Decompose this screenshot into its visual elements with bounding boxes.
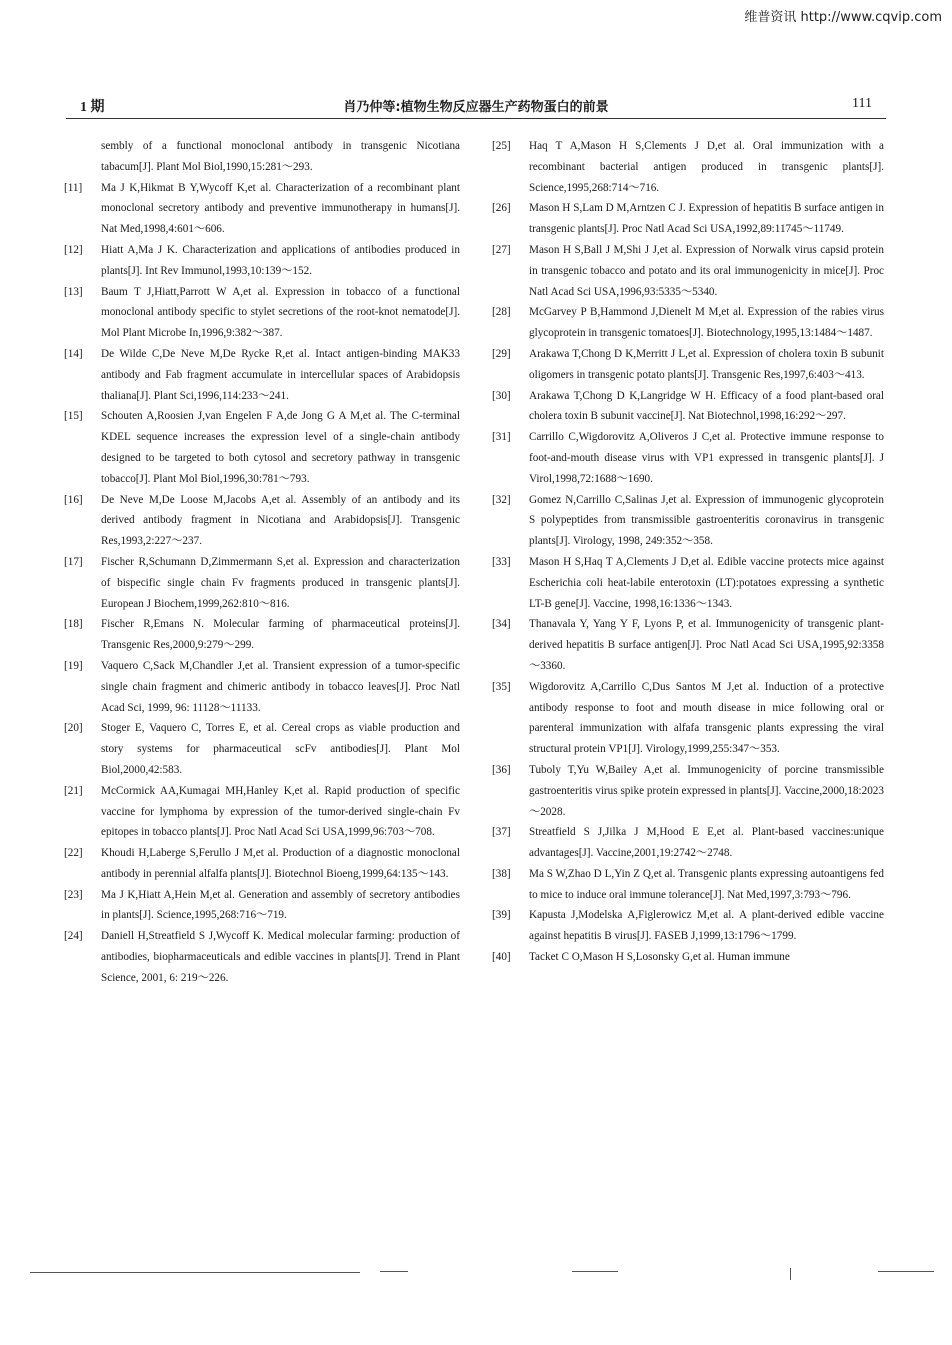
scan-footer-artifacts: [0, 1268, 952, 1288]
reference-number: [22]: [64, 847, 83, 860]
reference-text: Baum T J,Hiatt,Parrott W A,et al. Expression in tobacco of a functional monoclonal antibody specific to stylet secretions of the root-knot nematode[J]. Mol Plant Microbe In,1996,9:382～387.: [101, 285, 460, 340]
reference-number: [14]: [64, 347, 83, 360]
reference-text: De Wilde C,De Neve M,De Rycke R,et al. Intact antigen-binding MAK33 antibody and Fab fragment accumulate in intercellular spaces of Arabidopsis thaliana[J]. Plant Sci,1996,114:233～241.: [101, 347, 460, 402]
reference-number: [23]: [64, 888, 83, 901]
reference-text: Stoger E, Vaquero C, Torres E, et al. Cereal crops as viable production and story systems for pharmaceutical scFv antibodies[J]. Plant Mol Biol,2000,42:583.: [101, 722, 460, 776]
reference-entry: [492, 905, 884, 947]
reference-entry: [64, 490, 460, 552]
reference-text: Schouten A,Roosien J,van Engelen F A,de Jong G A M,et al. The C-terminal KDEL sequence increases the expression level of a single-chain antibody designed to be targeted to both cytosol and secretory pathway in transgenic tobacco[J]. Plant Mol Biol,1996,30:781～793.: [101, 410, 460, 485]
reference-entry: [492, 760, 884, 822]
reference-text: Ma S W,Zhao D L,Yin Z Q,et al. Transgenic plants expressing autoantigens fed to mice to induce oral immune tolerance[J]. Nat Med,1997,3:793～796.: [529, 867, 884, 901]
reference-number: [36]: [492, 763, 511, 776]
references-right-column: [492, 136, 884, 968]
reference-entry: [64, 282, 460, 344]
reference-text: Hiatt A,Ma J K. Characterization and applications of antibodies produced in plants[J]. Int Rev Immunol,1993,10:139～152.: [101, 243, 460, 277]
reference-entry: [492, 677, 884, 760]
reference-text: Haq T A,Mason H S,Clements J D,et al. Oral immunization with a recombinant bacterial antigen produced in transgenic plants[J]. Science,1995,268:714～716.: [529, 140, 884, 194]
reference-text: Gomez N,Carrillo C,Salinas J,et al. Expression of immunogenic glycoprotein S polypeptides from transmissible gastroenteritis coronavirus in transgenic plants[J]. Virology, 1998, 249:352～358.: [529, 493, 884, 548]
reference-text: Mason H S,Lam D M,Arntzen C J. Expression of hepatitis B surface antigen in transgenic plants[J]. Proc Natl Acad Sci USA,1992,89:11745～11749.: [529, 202, 884, 236]
reference-text: Thanavala Y, Yang Y F, Lyons P, et al. Immunogenicity of transgenic plant-derived hepatitis B surface antigen[J]. Proc Natl Acad Sci USA,1995,92:3358～3360.: [529, 618, 884, 672]
reference-entry: [492, 136, 884, 198]
reference-entry: [492, 552, 884, 614]
reference-text: Tuboly T,Yu W,Bailey A,et al. Immunogenicity of porcine transmissible gastroenteritis virus spike protein expressed in plants[J]. Vaccine,2000,18:2023～2028.: [529, 763, 884, 818]
reference-entry: [64, 885, 460, 927]
reference-entry: [64, 718, 460, 780]
reference-text: Daniell H,Streatfield S J,Wycoff K. Medical molecular farming: production of antibodies, biopharmaceuticals and edible vaccines in plants[J]. Trend in Plant Science, 2001, 6: 219～226.: [101, 930, 460, 984]
reference-number: [24]: [64, 930, 83, 943]
reference-entry: [64, 656, 460, 718]
reference-number: [11]: [64, 181, 83, 194]
reference-entry: [492, 614, 884, 676]
reference-entry: [64, 178, 460, 240]
reference-entry: [492, 490, 884, 552]
reference-number: [13]: [64, 285, 83, 298]
reference-text: Arakawa T,Chong D K,Langridge W H. Efficacy of a food plant-based oral cholera toxin B subunit vaccine[J]. Nat Biotechnol,1998,16:292～297.: [529, 389, 884, 423]
reference-number: [20]: [64, 722, 83, 735]
reference-entry: [492, 947, 884, 968]
reference-number: [16]: [64, 493, 83, 506]
reference-number: [32]: [492, 493, 511, 506]
reference-text: Fischer R,Emans N. Molecular farming of pharmaceutical proteins[J]. Transgenic Res,2000,9:279～299.: [101, 618, 460, 652]
reference-number: [37]: [492, 826, 511, 839]
reference-text: Streatfield S J,Jilka J M,Hood E E,et al. Plant-based vaccines:unique advantages[J]. Vaccine,2001,19:2742～2748.: [529, 826, 884, 860]
reference-text: Fischer R,Schumann D,Zimmermann S,et al. Expression and characterization of bispecific single chain Fv fragments produced in transgenic plants[J]. European J Biochem,1999,262:810～816.: [101, 555, 460, 610]
reference-entry: [492, 864, 884, 906]
reference-text: De Neve M,De Loose M,Jacobs A,et al. Assembly of an antibody and its derived antibody fragment in Nicotiana and Arabidopsis[J]. Transgenic Res,1993,2:227～237.: [101, 493, 460, 548]
running-header: [66, 96, 886, 119]
reference-number: [38]: [492, 867, 511, 880]
reference-text: Arakawa T,Chong D K,Merritt J L,et al. Expression of cholera toxin B subunit oligomers in transgenic potato plants[J]. Transgenic Res,1997,6:403～413.: [529, 347, 884, 381]
reference-number: [21]: [64, 784, 83, 797]
references-left-column: [64, 136, 460, 989]
reference-text: Ma J K,Hiatt A,Hein M,et al. Generation and assembly of secretory antibodies in plants[J]. Science,1995,268:716～719.: [101, 888, 460, 922]
reference-text: McCormick AA,Kumagai MH,Hanley K,et al. Rapid production of specific vaccine for lymphoma by expression of the tumor-derived single-chain Fv epitopes in tobacco plants[J]. Proc Natl Acad Sci USA,1999,96:703～708.: [101, 784, 460, 839]
reference-entry: [492, 427, 884, 489]
reference-text: Vaquero C,Sack M,Chandler J,et al. Transient expression of a tumor-specific single chain fragment and chimeric antibody in tobacco leaves[J]. Proc Natl Acad Sci, 1999, 96: 11128～11133.: [101, 659, 460, 714]
reference-number: [39]: [492, 909, 511, 922]
reference-entry: [492, 822, 884, 864]
reference-text: Kapusta J,Modelska A,Figlerowicz M,et al. A plant-derived edible vaccine against hepatitis B virus[J]. FASEB J,1999,13:1796～1799.: [529, 909, 884, 943]
reference-entry: [492, 198, 884, 240]
reference-entry: [64, 552, 460, 614]
reference-number: [19]: [64, 659, 83, 672]
reference-number: [28]: [492, 306, 511, 319]
reference-number: [35]: [492, 680, 511, 693]
reference-number: [17]: [64, 555, 83, 568]
reference-text: Mason H S,Haq T A,Clements J D,et al. Edible vaccine protects mice against Escherichia coli heat-labile enterotoxin (LT):potatoes expressing a synthetic LT-B gene[J]. Vaccine, 1998,16:1336～1343.: [529, 555, 884, 610]
reference-text: Mason H S,Ball J M,Shi J J,et al. Expression of Norwalk virus capsid protein in transgenic tobacco and potato and its oral immunogenicity in mice[J]. Proc Natl Acad Sci USA,1996,93:5335～5340.: [529, 243, 884, 298]
reference-number: [12]: [64, 243, 83, 256]
running-title: 肖乃仲等:植物生物反应器生产药物蛋白的前景: [343, 100, 609, 115]
reference-entry: [64, 781, 460, 843]
reference-entry: [492, 302, 884, 344]
reference-text: Carrillo C,Wigdorovitz A,Oliveros J C,et al. Protective immune response to foot-and-mouth disease virus with VP1 expressed in transgenic plants[J]. J Virol,1998,72:1688～1690.: [529, 431, 884, 485]
reference-entry: [492, 344, 884, 386]
reference-text: McGarvey P B,Hammond J,Dienelt M M,et al. Expression of the rabies virus glycoprotein in transgenic tomatoes[J]. Biotechnology,1995,13:1484～1487.: [529, 306, 884, 340]
page-number: 111: [852, 96, 872, 111]
reference-entry: [64, 843, 460, 885]
reference-entry: [64, 926, 460, 988]
reference-number: [30]: [492, 389, 511, 402]
issue-label: 1 期: [80, 100, 105, 115]
reference-entry: [64, 240, 460, 282]
reference-number: [15]: [64, 410, 83, 423]
reference-number: [29]: [492, 347, 511, 360]
reference-number: [26]: [492, 202, 511, 215]
reference-text: Tacket C O,Mason H S,Losonsky G,et al. Human immune: [529, 951, 790, 964]
reference-text: Wigdorovitz A,Carrillo C,Dus Santos M J,et al. Induction of a protective antibody response to foot and mouth disease in mice following oral or parenteral immunization with alfafa transgenic plants expressing the viral structural protein VP1[J]. Virology,1999,255:347～353.: [529, 680, 884, 756]
reference-text: Ma J K,Hikmat B Y,Wycoff K,et al. Characterization of a recombinant plant monoclonal secretory antibody and preventive immunotherapy in humans[J]. Nat Med,1998,4:601～606.: [101, 181, 460, 236]
reference-text: Khoudi H,Laberge S,Ferullo J M,et al. Production of a diagnostic monoclonal antibody in perennial alfalfa plants[J]. Biotechnol Bioeng,1999,64:135～143.: [101, 847, 460, 880]
reference-number: [34]: [492, 618, 511, 631]
reference-number: [18]: [64, 618, 83, 631]
reference-entry: [492, 240, 884, 302]
reference-number: [33]: [492, 555, 511, 568]
reference-entry: [64, 136, 460, 178]
reference-text: sembly of a functional monoclonal antibody in transgenic Nicotiana tabacum[J]. Plant Mol Biol,1990,15:281～293.: [101, 140, 460, 173]
reference-entry: [64, 614, 460, 656]
reference-number: [40]: [492, 951, 511, 964]
reference-number: [27]: [492, 243, 511, 256]
reference-entry: [492, 386, 884, 428]
reference-entry: [64, 406, 460, 489]
reference-number: [31]: [492, 431, 511, 444]
reference-entry: [64, 344, 460, 406]
watermark: 维普资讯 http://www.cqvip.com: [744, 10, 942, 25]
reference-number: [25]: [492, 140, 511, 152]
